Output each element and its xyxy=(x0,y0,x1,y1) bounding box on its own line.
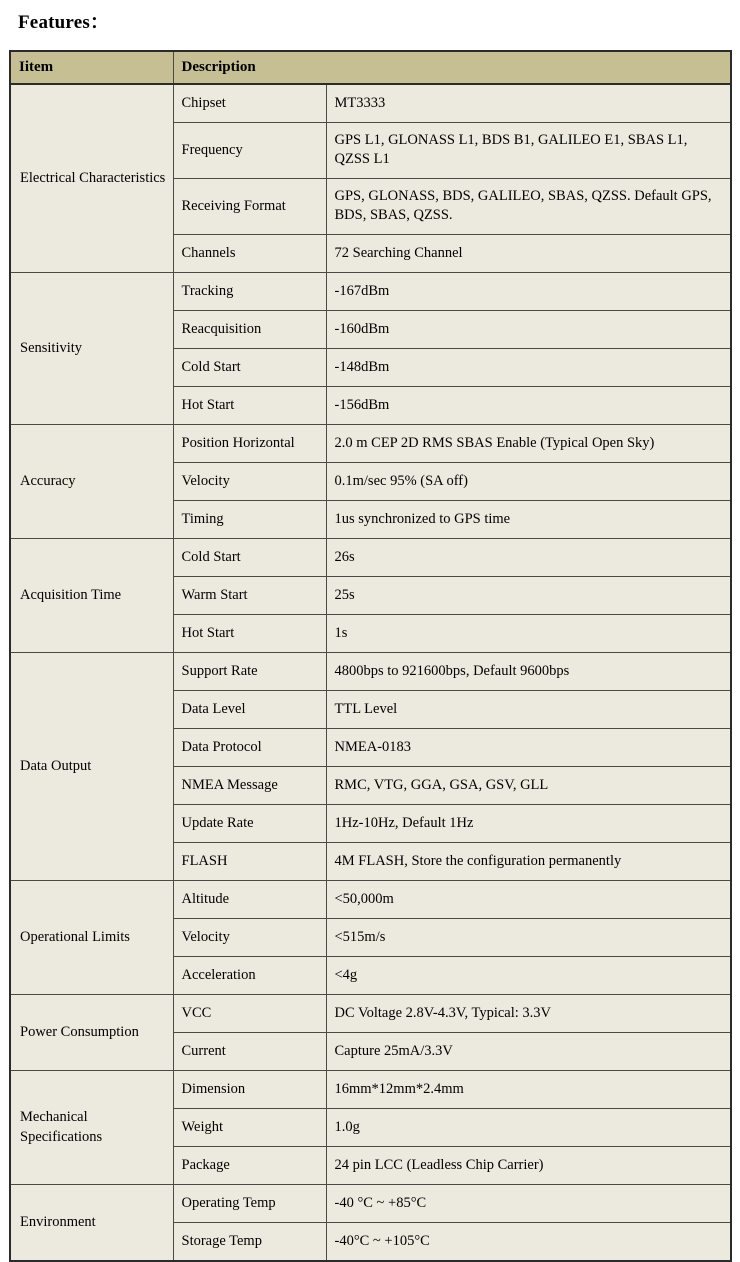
item-cell: Velocity xyxy=(173,919,326,957)
item-cell: Timing xyxy=(173,501,326,539)
item-cell: NMEA Message xyxy=(173,767,326,805)
item-cell: FLASH xyxy=(173,843,326,881)
table-row xyxy=(10,539,731,577)
column-header-item: Iitem xyxy=(10,51,173,84)
item-cell: Support Rate xyxy=(173,653,326,691)
page-title: Features： xyxy=(18,12,110,33)
description-cell: -156dBm xyxy=(326,387,731,425)
category-cell: Data Output xyxy=(10,653,173,881)
description-cell: 1us synchronized to GPS time xyxy=(326,501,731,539)
description-cell: 4800bps to 921600bps, Default 9600bps xyxy=(326,653,731,691)
category-cell: Acquisition Time xyxy=(10,539,173,653)
description-cell: GPS L1, GLONASS L1, BDS B1, GALILEO E1, SBAS L1, QZSS L1 xyxy=(326,123,731,179)
table-row xyxy=(10,273,731,311)
item-cell: Velocity xyxy=(173,463,326,501)
table-row xyxy=(10,653,731,691)
description-cell: Capture 25mA/3.3V xyxy=(326,1033,731,1071)
category-cell: Accuracy xyxy=(10,425,173,539)
description-cell: <515m/s xyxy=(326,919,731,957)
description-cell: 25s xyxy=(326,577,731,615)
category-cell: Environment xyxy=(10,1185,173,1262)
description-cell: <50,000m xyxy=(326,881,731,919)
item-cell: Current xyxy=(173,1033,326,1071)
category-cell: Power Consumption xyxy=(10,995,173,1071)
description-cell: TTL Level xyxy=(326,691,731,729)
item-cell: Data Level xyxy=(173,691,326,729)
description-cell: -148dBm xyxy=(326,349,731,387)
category-cell: Operational Limits xyxy=(10,881,173,995)
description-cell: 24 pin LCC (Leadless Chip Carrier) xyxy=(326,1147,731,1185)
category-cell: Mechanical Specifications xyxy=(10,1071,173,1185)
item-cell: Update Rate xyxy=(173,805,326,843)
table-body xyxy=(10,84,731,1261)
item-cell: Cold Start xyxy=(173,539,326,577)
item-cell: Warm Start xyxy=(173,577,326,615)
column-header-description: Description xyxy=(173,51,731,84)
item-cell: Channels xyxy=(173,235,326,273)
table-row xyxy=(10,1071,731,1109)
item-cell: Data Protocol xyxy=(173,729,326,767)
description-cell: 2.0 m CEP 2D RMS SBAS Enable (Typical Open Sky) xyxy=(326,425,731,463)
item-cell: Storage Temp xyxy=(173,1223,326,1262)
item-cell: Weight xyxy=(173,1109,326,1147)
description-cell: -40 °C ~ +85°C xyxy=(326,1185,731,1223)
description-cell: MT3333 xyxy=(326,84,731,123)
item-cell: Cold Start xyxy=(173,349,326,387)
specifications-table xyxy=(9,50,732,1262)
description-cell: DC Voltage 2.8V-4.3V, Typical: 3.3V xyxy=(326,995,731,1033)
item-cell: Operating Temp xyxy=(173,1185,326,1223)
item-cell: Receiving Format xyxy=(173,179,326,235)
item-cell: Package xyxy=(173,1147,326,1185)
item-cell: Frequency xyxy=(173,123,326,179)
table-row xyxy=(10,995,731,1033)
table-header xyxy=(10,51,731,84)
description-cell: GPS, GLONASS, BDS, GALILEO, SBAS, QZSS. Default GPS, BDS, SBAS, QZSS. xyxy=(326,179,731,235)
description-cell: RMC, VTG, GGA, GSA, GSV, GLL xyxy=(326,767,731,805)
item-cell: VCC xyxy=(173,995,326,1033)
item-cell: Chipset xyxy=(173,84,326,123)
item-cell: Reacquisition xyxy=(173,311,326,349)
description-cell: 16mm*12mm*2.4mm xyxy=(326,1071,731,1109)
item-cell: Position Horizontal xyxy=(173,425,326,463)
description-cell: -160dBm xyxy=(326,311,731,349)
description-cell: -40°C ~ +105°C xyxy=(326,1223,731,1262)
category-cell: Sensitivity xyxy=(10,273,173,425)
table-row xyxy=(10,881,731,919)
table-row xyxy=(10,425,731,463)
description-cell: 26s xyxy=(326,539,731,577)
item-cell: Altitude xyxy=(173,881,326,919)
description-cell: 4M FLASH, Store the configuration permanently xyxy=(326,843,731,881)
item-cell: Hot Start xyxy=(173,615,326,653)
description-cell: 0.1m/sec 95% (SA off) xyxy=(326,463,731,501)
description-cell: <4g xyxy=(326,957,731,995)
item-cell: Tracking xyxy=(173,273,326,311)
table-header-row xyxy=(10,51,731,84)
item-cell: Hot Start xyxy=(173,387,326,425)
category-cell: Electrical Characteristics xyxy=(10,84,173,273)
description-cell: 1.0g xyxy=(326,1109,731,1147)
table-row xyxy=(10,1185,731,1223)
description-cell: 1Hz-10Hz, Default 1Hz xyxy=(326,805,731,843)
description-cell: 1s xyxy=(326,615,731,653)
description-cell: -167dBm xyxy=(326,273,731,311)
item-cell: Acceleration xyxy=(173,957,326,995)
table-row xyxy=(10,84,731,123)
description-cell: 72 Searching Channel xyxy=(326,235,731,273)
item-cell: Dimension xyxy=(173,1071,326,1109)
description-cell: NMEA-0183 xyxy=(326,729,731,767)
